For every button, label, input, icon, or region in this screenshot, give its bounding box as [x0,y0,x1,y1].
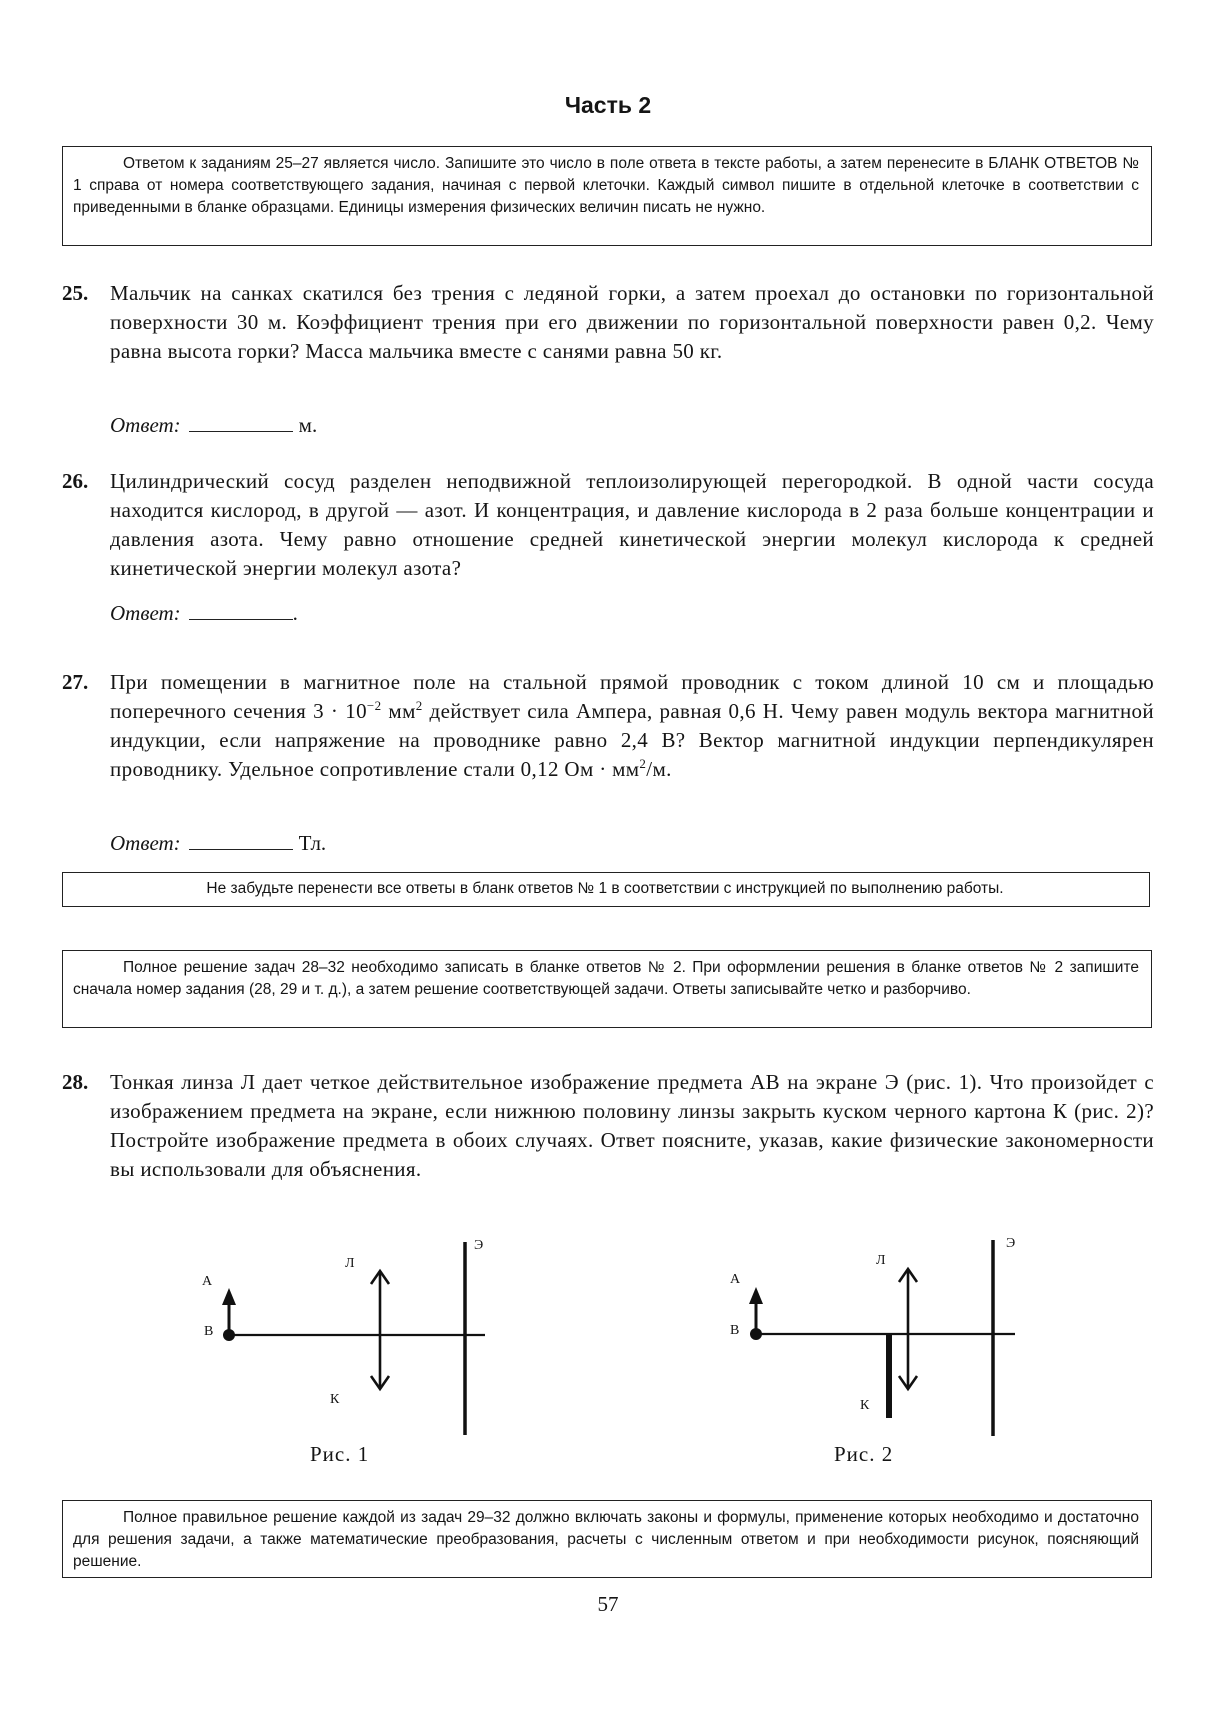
instruction-box-criteria-29-32 [62,1500,1152,1578]
task-25 [62,279,1154,366]
part-title: Часть 2 [564,92,652,118]
instruction-text: Полное решение задач 28–32 необходимо записать в бланке ответов № 2. При оформлении решения в бланке ответов № 2 запишите сначала номер задания (28, 29 и т. д.), а затем решение соответствующей задачи. Ответы записывайте четко и разборчиво. [73,959,1139,998]
answer-label: Ответ: [110,413,181,437]
task-text: Тонкая линза Л дает четкое действительное изображение предмета АВ на экране Э (рис. 1). Что произойдет с изображением предмета на экране, если нижнюю половину линзы закрыть куском черного картона К (рис. 2)? Постройте изображение предмета в обоих случаях. Ответ поясните, указав, какие физические закономерности вы использовали для объяснения. [110,1070,1154,1181]
cardboard-shape [886,1334,892,1418]
figure-2 [700,1220,1040,1480]
figure-2-caption: Рис. 2 [834,1442,894,1466]
task-number: 25. [62,281,89,305]
figure-1-caption: Рис. 1 [310,1442,370,1466]
answer-field-25 [110,413,317,438]
label-screen: Э [474,1238,484,1253]
answer-blank[interactable] [189,413,293,432]
task-text: Цилиндрический сосуд разделен неподвижной теплоизолирующей перегородкой. В одной части сосуда находится кислород, в другой — азот. И концентрация, и давление кислорода в 2 раза больше концентрации и давления азота. Чему равно отношение средней кинетической энергии молекул кислорода к средней кинетической энергии молекул азота? [110,469,1154,580]
instruction-text: Полное правильное решение каждой из задач 29–32 должно включать законы и формулы, применение которых необходимо и достаточно для решения задачи, а также математические преобразования, расчеты с численным ответом и при необходимости рисунок, поясняющий решение. [73,1509,1139,1570]
lens-diagram-2 [700,1220,1040,1480]
task-number: 28. [62,1070,89,1094]
answer-label: Ответ: [110,831,181,855]
answer-blank[interactable] [189,601,293,620]
reminder-text: Не забудьте перенести все ответы в бланк ответов № 1 в соответствии с инструкцией по выполнению работы. [206,880,1004,897]
label-lens: Л [345,1256,355,1271]
instruction-text: Ответом к заданиям 25–27 является число. Запишите это число в поле ответа в тексте работы, а затем перенесите в БЛАНК ОТВЕТОВ № 1 справа от номера соответствующего задания, начиная с первой клеточки. Каждый символ пишите в отдельной клеточке в соответствии с приведенными в бланке образцами. Единицы измерения физических величин писать не нужно. [73,155,1139,216]
answer-blank[interactable] [189,831,293,850]
task-27 [62,668,1154,784]
instruction-box-answers-25-27 [62,146,1152,246]
instruction-box-solutions-28-32 [62,950,1152,1028]
task-text: Мальчик на санках скатился без трения с ледяной горки, а затем проехал до остановки по горизонтальной поверхности 30 м. Коэффициент трения при его движении по горизонтальной поверхности равен 0,2. Чему равна высота горки? Масса мальчика вместе с санями равна 50 кг. [110,281,1154,363]
label-point-b: В [204,1324,214,1339]
task-28 [62,1068,1154,1184]
answer-unit: м. [298,413,318,437]
label-cardboard: К [860,1398,870,1413]
page-number: 57 [597,1592,619,1616]
task-26 [62,467,1154,583]
label-point-a: А [202,1274,213,1289]
label-lens: Л [876,1253,886,1268]
task-text: При помещении в магнитное поле на стальной прямой проводник с током длиной 10 см и площадью поперечного сечения $3 \cdot 10^{-2}$ $мм^2$ действует сила Ампера, равная 0,6 Н. Чему равен модуль вектора магнитной индукции, если напряжение на проводнике равно 2,4 В? Вектор магнитной индукции перпендикулярен проводнику. Удельное сопротивление стали 0,12 Ом · $мм^2/м$. [110,670,1154,781]
answer-unit: . [292,601,298,625]
answer-field-27 [110,831,326,856]
label-point-a: А [730,1272,741,1287]
answer-field-26 [110,601,298,626]
answer-unit: Тл. [298,831,327,855]
label-cardboard: К [330,1392,340,1407]
task-number: 26. [62,469,89,493]
figure-1 [180,1220,520,1480]
label-screen: Э [1006,1236,1016,1251]
answer-label: Ответ: [110,601,181,625]
task-number: 27. [62,670,89,694]
reminder-box [62,872,1150,907]
label-point-b: В [730,1323,740,1338]
